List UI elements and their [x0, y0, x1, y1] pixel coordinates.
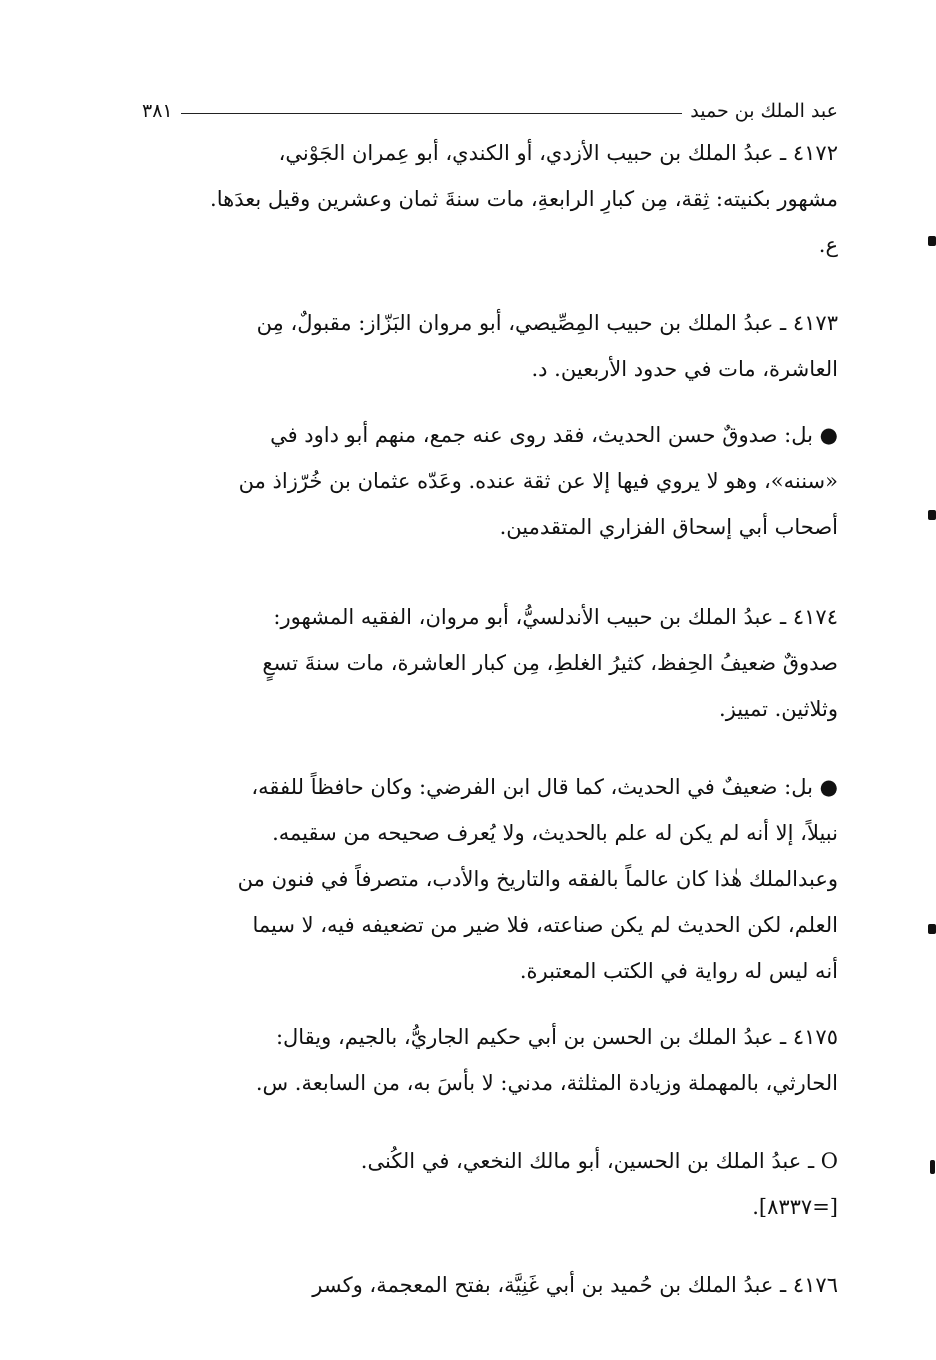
entry-4174: [142, 594, 838, 732]
text-line: ٤١٧٥ ـ عبدُ الملك بن الحسن بن أبي حكيم الجاريُّ، بالجيم، ويقال:: [275, 1025, 838, 1049]
text-line: نبيلاً، إلا أنه لم يكن له علم بالحديث، ولا يُعرف صحيحه من سقيمه.: [272, 821, 838, 845]
text-line: ٤١٧٦ ـ عبدُ الملك بن حُميد بن أبي غَنِيَّة، بفتح المعجمة، وكسر: [312, 1273, 838, 1297]
scan-edge-mark: [928, 236, 936, 246]
scan-edge-mark: [928, 510, 936, 520]
comment-4173: [142, 412, 838, 550]
text-line: [=٨٣٣٧].: [752, 1195, 838, 1219]
text-line: ٤١٧٢ ـ عبدُ الملك بن حبيب الأزدي، أو الكندي، أبو عِمران الجَوْني،: [278, 141, 838, 165]
running-title: عبد الملك بن حميد: [690, 100, 838, 122]
entry-4175: [142, 1014, 838, 1106]
text-line: ع.: [818, 233, 838, 257]
entry-4176: [142, 1262, 838, 1308]
entry-4173: [142, 300, 838, 392]
page-header: [142, 92, 838, 122]
scan-edge-mark: [928, 924, 936, 934]
entry-4172: [142, 130, 838, 268]
text-line: العاشرة، مات في حدود الأربعين. د.: [531, 357, 838, 381]
text-line: أنه ليس له رواية في الكتب المعتبرة.: [519, 959, 838, 983]
text-line: ● بل: صدوقٌ حسن الحديث، فقد روى عنه جمع، منهم أبو داود في: [270, 423, 838, 447]
text-line: ٤١٧٣ ـ عبدُ الملك بن حبيب المِصِّيصي، أبو مروان البَزّاز: مقبولٌ، مِن: [256, 311, 838, 335]
text-line: وثلاثين. تمييز.: [719, 697, 838, 721]
text-line: أصحاب أبي إسحاق الفزاري المتقدمين.: [499, 515, 838, 539]
text-line: ● بل: ضعيفٌ في الحديث، كما قال ابن الفرضي: وكان حافظاً للفقه،: [251, 775, 838, 799]
header-rule: [181, 113, 683, 114]
comment-4174: [142, 764, 838, 994]
text-line: العلم، لكن الحديث لم يكن صناعته، فلا ضير من تضعيفه فيه، لا سيما: [252, 913, 838, 937]
text-line: وعبدالملك هٰذا كان عالماً بالفقه والتاريخ والأدب، متصرفاً في فنون من: [237, 867, 838, 891]
cross-reference-entry: [142, 1138, 838, 1230]
text-line: ٤١٧٤ ـ عبدُ الملك بن حبيب الأندلسيُّ، أبو مروان، الفقيه المشهور:: [273, 605, 838, 629]
text-line: صدوقٌ ضعيفُ الحِفظ، كثيرُ الغلطِ، مِن كبار العاشرة، مات سنةَ تسعٍ: [262, 651, 838, 675]
text-line: مشهور بكنيته: ثِقة، مِن كبارِ الرابعةِ، مات سنةَ ثمان وعشرين وقيل بعدَها.: [210, 187, 838, 211]
text-line: الحارثي، بالمهملة وزيادة المثلثة، مدني: لا بأسَ به، من السابعة. س.: [255, 1071, 838, 1095]
text-line: O ـ عبدُ الملك بن الحسين، أبو مالك النخعي، في الكُنى.: [360, 1149, 838, 1173]
page-content: [142, 130, 838, 1308]
page-number: ٣٨١: [142, 100, 173, 122]
scan-edge-mark: [930, 1160, 935, 1174]
text-line: «سننه»، وهو لا يروي فيها إلا عن ثقة عنده. وعَدّه عثمان بن خُرّزاذ من: [238, 469, 838, 493]
